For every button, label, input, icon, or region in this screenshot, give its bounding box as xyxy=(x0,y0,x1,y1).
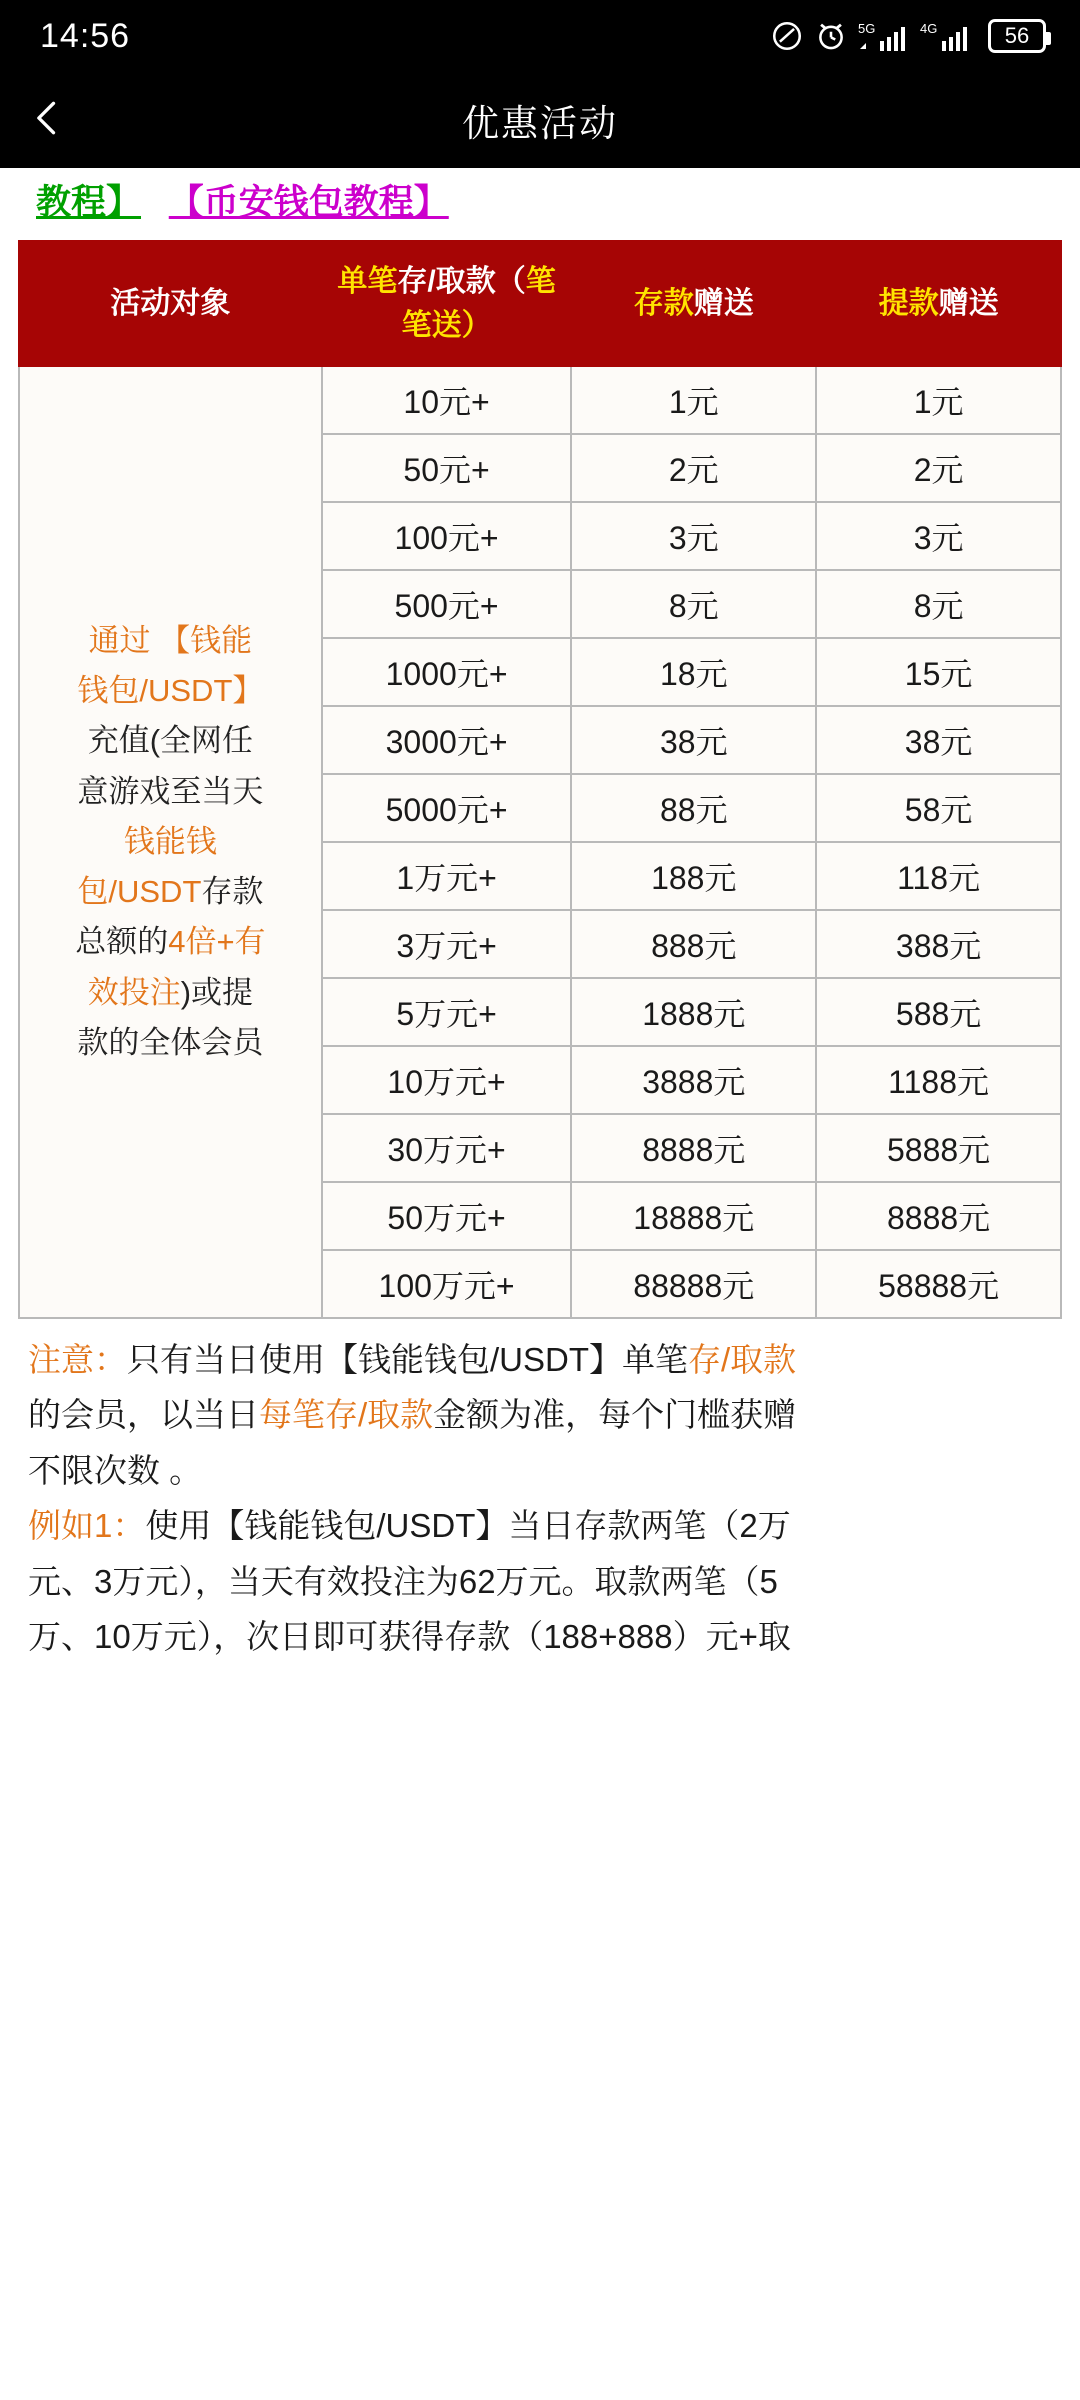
subject-line-1: 通过 【钱能 xyxy=(88,623,253,659)
cell-withdraw-bonus: 2元 xyxy=(816,434,1061,502)
note-text-4: 使用【钱能钱包/USDT】当日存款两笔（2万 xyxy=(145,1507,791,1545)
battery-level-text: 56 xyxy=(1004,23,1030,48)
table-header-row xyxy=(19,241,1061,366)
cell-deposit-bonus: 1888元 xyxy=(571,978,816,1046)
th-single-transaction: 单笔存/取款（笔笔送） xyxy=(322,241,572,366)
promo-notes xyxy=(18,1319,1062,1664)
page-title: 优惠活动 xyxy=(462,103,618,144)
note-text-3: 金额为准，每个门槛获赠 xyxy=(433,1396,797,1434)
note-highlight-2: 每笔存/取款 xyxy=(259,1396,434,1434)
subject-line-12: 款的全体会员 xyxy=(77,1024,264,1060)
alarm-icon xyxy=(814,19,848,53)
svg-text:5G: 5G xyxy=(858,21,876,36)
dnd-icon xyxy=(770,19,804,53)
th-activity-subject: 活动对象 xyxy=(19,241,322,366)
cell-amount: 3000元+ xyxy=(322,706,572,774)
note-highlight-1: 存/取款 xyxy=(688,1341,797,1378)
cell-amount: 10万元+ xyxy=(322,1046,572,1114)
subject-line-10: 效投注 xyxy=(87,974,181,1010)
status-time: 14:56 xyxy=(40,16,131,55)
cell-withdraw-bonus: 8888元 xyxy=(816,1182,1061,1250)
note-line-6: 万、10万元），次日即可获得存款（188+888）元+取 xyxy=(28,1618,791,1656)
promo-content xyxy=(0,168,1080,1664)
cell-deposit-bonus: 18888元 xyxy=(571,1182,816,1250)
cell-withdraw-bonus: 38元 xyxy=(816,706,1061,774)
cell-deposit-bonus: 38元 xyxy=(571,706,816,774)
cell-withdraw-bonus: 118元 xyxy=(816,842,1061,910)
link-tutorial-1[interactable]: 教程】 xyxy=(36,183,142,222)
cell-amount: 100元+ xyxy=(322,502,572,570)
cell-deposit-bonus: 88888元 xyxy=(571,1250,816,1318)
note-line-2 xyxy=(28,1388,1056,1441)
note-prefix-attention: 注意： xyxy=(28,1341,127,1378)
subject-line-2: 钱包/USDT】 xyxy=(77,673,264,709)
cell-deposit-bonus: 888元 xyxy=(571,910,816,978)
cell-deposit-bonus: 8元 xyxy=(571,570,816,638)
cell-withdraw-bonus: 1元 xyxy=(816,366,1061,434)
status-icon-group xyxy=(770,19,1046,53)
note-text-1: 只有当日使用【钱能钱包/USDT】单笔 xyxy=(127,1341,688,1378)
cell-amount: 500元+ xyxy=(322,570,572,638)
link-binance-wallet-tutorial[interactable]: 【币安钱包教程】 xyxy=(168,183,449,222)
cell-withdraw-bonus: 8元 xyxy=(816,570,1061,638)
cell-amount: 5000元+ xyxy=(322,774,572,842)
cell-deposit-bonus: 1元 xyxy=(571,366,816,434)
cell-amount: 50元+ xyxy=(322,434,572,502)
note-line-4 xyxy=(28,1499,1056,1552)
subject-line-8: 总额的 xyxy=(75,924,169,960)
cell-amount: 1万元+ xyxy=(322,842,572,910)
subject-line-6: 包/USDT xyxy=(77,874,202,910)
th-deposit-bonus: 存款赠送 xyxy=(571,241,816,366)
status-bar xyxy=(0,0,1080,72)
note-text-2: 的会员，以当日 xyxy=(28,1396,259,1434)
cell-withdraw-bonus: 1188元 xyxy=(816,1046,1061,1114)
cell-amount: 5万元+ xyxy=(322,978,572,1046)
cell-amount: 30万元+ xyxy=(322,1114,572,1182)
cell-amount: 3万元+ xyxy=(322,910,572,978)
cell-deposit-bonus: 3888元 xyxy=(571,1046,816,1114)
tutorial-links xyxy=(18,168,1062,234)
cell-amount: 50万元+ xyxy=(322,1182,572,1250)
cell-withdraw-bonus: 58888元 xyxy=(816,1250,1061,1318)
cell-withdraw-bonus: 5888元 xyxy=(816,1114,1061,1182)
cell-withdraw-bonus: 388元 xyxy=(816,910,1061,978)
th-withdraw-bonus: 提款赠送 xyxy=(816,241,1061,366)
cell-deposit-bonus: 88元 xyxy=(571,774,816,842)
battery-icon xyxy=(988,19,1046,53)
cell-withdraw-bonus: 58元 xyxy=(816,774,1061,842)
signal-4g-icon xyxy=(920,19,972,53)
cell-deposit-bonus: 2元 xyxy=(571,434,816,502)
cell-withdraw-bonus: 588元 xyxy=(816,978,1061,1046)
promotion-table xyxy=(18,240,1062,1319)
svg-text:4G: 4G xyxy=(920,21,938,36)
subject-line-11: )或提 xyxy=(180,974,254,1010)
cell-deposit-bonus: 188元 xyxy=(571,842,816,910)
subject-line-5: 钱能钱 xyxy=(123,823,217,859)
cell-withdraw-bonus: 3元 xyxy=(816,502,1061,570)
note-prefix-example: 例如1： xyxy=(28,1507,146,1545)
cell-deposit-bonus: 8888元 xyxy=(571,1114,816,1182)
note-line-1 xyxy=(28,1333,1056,1386)
subject-line-9: 4倍+有 xyxy=(168,924,266,960)
subject-line-7: 存款 xyxy=(201,874,264,910)
cell-withdraw-bonus: 15元 xyxy=(816,638,1061,706)
cell-deposit-bonus: 18元 xyxy=(571,638,816,706)
note-line-5: 元、3万元），当天有效投注为62万元。取款两笔（5 xyxy=(28,1562,778,1600)
cell-amount: 10元+ xyxy=(322,366,572,434)
cell-amount: 1000元+ xyxy=(322,638,572,706)
table-row xyxy=(19,366,1061,434)
note-line-3: 不限次数 。 xyxy=(28,1451,203,1489)
cell-activity-subject xyxy=(19,366,322,1318)
signal-5g-icon xyxy=(858,19,910,53)
cell-deposit-bonus: 3元 xyxy=(571,502,816,570)
cell-amount: 100万元+ xyxy=(322,1250,572,1318)
subject-line-3: 充值(全网任 xyxy=(87,723,254,759)
table-body xyxy=(19,366,1061,1318)
subject-line-4: 意游戏至当天 xyxy=(77,773,264,809)
title-bar xyxy=(0,72,1080,168)
